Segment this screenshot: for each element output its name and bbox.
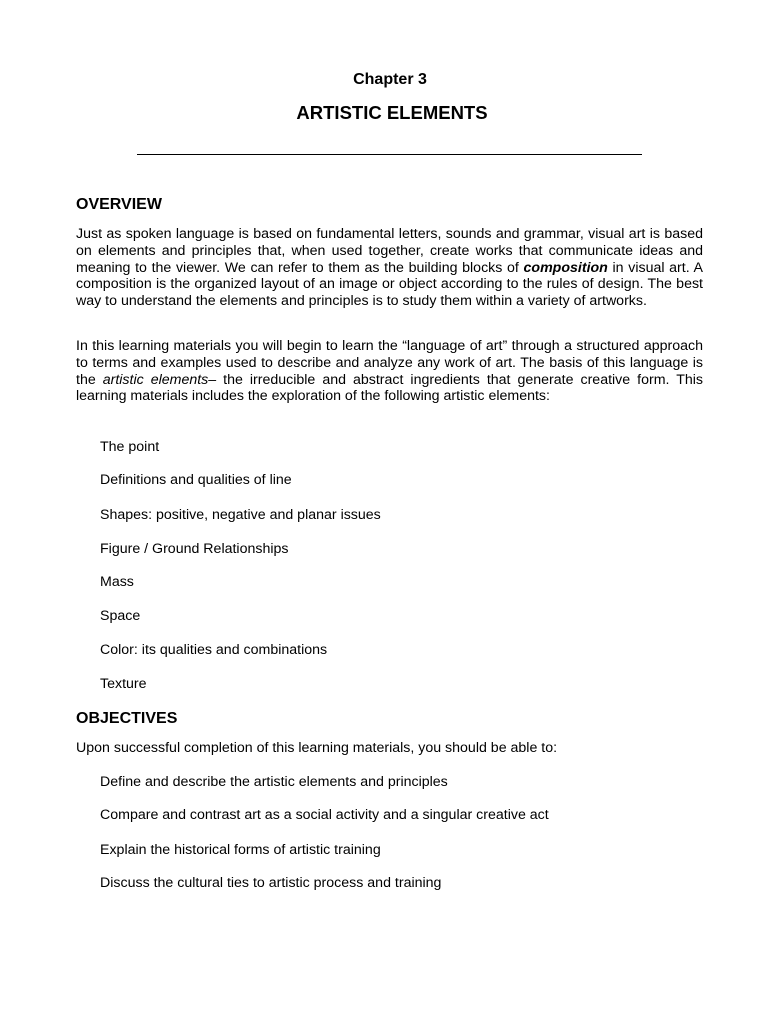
element-list-item: Definitions and qualities of line <box>100 472 292 488</box>
objective-list-item: Compare and contrast art as a social activity and a singular creative act <box>100 807 549 823</box>
title-divider <box>137 154 642 155</box>
chapter-title: ARTISTIC ELEMENTS <box>296 102 488 123</box>
element-list-item: The point <box>100 439 160 455</box>
overview-paragraph-1-text-a: Just as spoken language is based on fundamental letters, sounds and grammar, visual art is based on elements and principles that, when used together, create works that communicate ideas and meaning to the viewer. We can refer to them as the building blocks of <box>76 226 703 276</box>
overview-paragraph-2-text-b: – the irreducible and abstract ingredients that generate creative form. This learning materials includes the exploration of the following artistic elements: <box>76 371 704 405</box>
objectives-intro: Upon successful completion of this learning materials, you should be able to: <box>76 740 558 756</box>
overview-paragraph-1-text-b: in visual art. A composition is the organized layout of an image or object according to the rules of design. The best way to understand the elements and principles is to study them within a variety of artworks. <box>76 259 704 310</box>
overview-paragraph-2 <box>76 338 703 405</box>
element-list-item: Mass <box>100 574 134 590</box>
overview-paragraph-2-text-a: In this learning materials you will begin to learn the “language of art” through a structured approach to terms and examples used to describe and analyze any work of art. The basis of this language is the <box>76 338 703 388</box>
artistic-elements-term: artistic elements <box>102 371 209 388</box>
element-list-item: Texture <box>100 676 147 692</box>
chapter-label: Chapter 3 <box>353 71 427 88</box>
element-list-item: Color: its qualities and combinations <box>100 642 328 658</box>
objective-list-item: Discuss the cultural ties to artistic process and training <box>100 875 442 891</box>
element-list-item: Shapes: positive, negative and planar issues <box>100 507 381 523</box>
objective-list-item: Define and describe the artistic elements and principles <box>100 774 448 790</box>
composition-term: composition <box>523 259 608 276</box>
overview-heading: OVERVIEW <box>76 196 162 213</box>
element-list-item: Space <box>100 608 141 624</box>
overview-paragraph-1 <box>76 226 703 310</box>
objective-list-item: Explain the historical forms of artistic training <box>100 842 381 858</box>
objectives-heading: OBJECTIVES <box>76 710 178 727</box>
element-list-item: Figure / Ground Relationships <box>100 541 289 557</box>
